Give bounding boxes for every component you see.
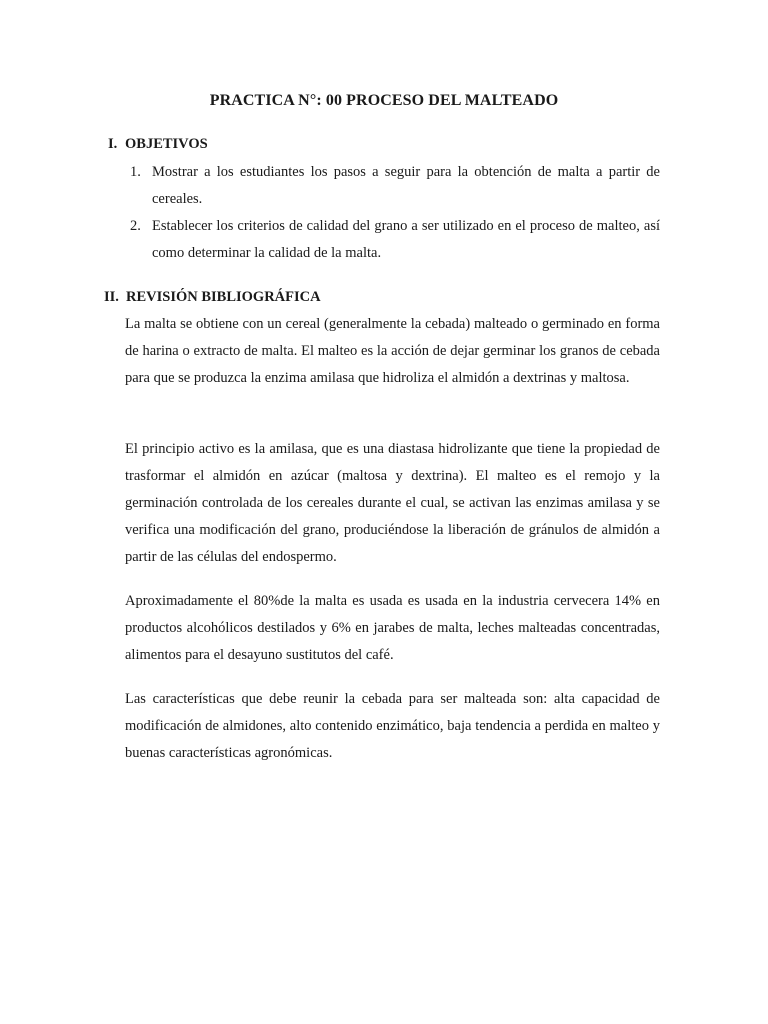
paragraph: La malta se obtiene con un cereal (generalmente la cebada) malteado o germinado en forma de harina o extracto de malta. El malteo es la acción de dejar germinar los granos de cebada para que se produzca la enzima amilasa que hidroliza el almidón a dextrinas y maltosa.	[125, 316, 660, 386]
paragraph: El principio activo es la amilasa, que es una diastasa hidrolizante que tiene la propiedad de trasformar el almidón en azúcar (maltosa y dextrina). El malteo es el remojo y la germinación controlada de los cereales durante el cual, se activan las enzimas amilasa y se verifica una modificación del grano, produciéndose la liberación de gránulos de almidón a partir de las células del endospermo.	[125, 441, 660, 565]
paragraph: Las características que debe reunir la cebada para ser malteada son: alta capacidad de modificación de almidones, alto contenido enzimático, baja tendencia a perdida en malteo y buenas características agronómicas.	[125, 691, 660, 761]
section-number: II.	[104, 289, 119, 305]
section-title: OBJETIVOS	[125, 136, 208, 152]
list-item	[130, 213, 660, 267]
list-item-text: Mostrar a los estudiantes los pasos a seguir para la obtención de malta a partir de cereales.	[152, 164, 660, 207]
paragraph: Aproximadamente el 80%de la malta es usada es usada en la industria cervecera 14% en productos alcohólicos destilados y 6% en jarabes de malta, leches malteadas concentradas, alimentos para el desayuno sustitutos del café.	[125, 593, 660, 663]
list-item-text: Establecer los criterios de calidad del grano a ser utilizado en el proceso de malteo, así como determinar la calidad de la malta.	[152, 218, 660, 261]
list-item	[130, 159, 660, 213]
section-title: REVISIÓN BIBLIOGRÁFICA	[126, 289, 321, 305]
section-heading-objetivos	[108, 136, 208, 153]
list-item-number: 2.	[130, 218, 141, 234]
section-heading-revision	[104, 289, 321, 306]
section-number: I.	[108, 136, 118, 152]
list-item-number: 1.	[130, 164, 141, 180]
document-title: PRACTICA N°: 00 PROCESO DEL MALTEADO	[209, 92, 559, 109]
